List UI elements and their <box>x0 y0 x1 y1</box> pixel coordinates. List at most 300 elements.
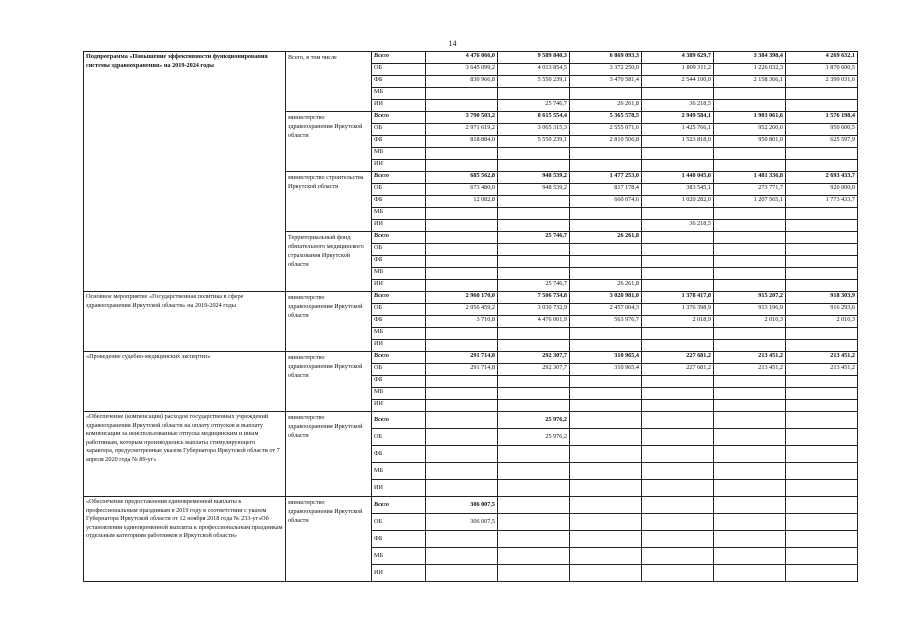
responsible-executor: министерство здравоохранения Иркутской области <box>286 412 372 497</box>
page-number: 14 <box>448 39 457 48</box>
funding-value <box>786 400 858 412</box>
funding-value: 25 746,7 <box>498 280 570 292</box>
funding-value: 227 681,2 <box>642 352 714 364</box>
funding-value: 25 976,2 <box>498 429 570 446</box>
measure-description: Подпрограмма «Повышение эффективности функционирования системы здравоохранения» на 2019-2024 годы <box>84 52 286 292</box>
funding-value <box>570 160 642 172</box>
funding-value: 2 971 619,2 <box>426 124 498 136</box>
funding-value: 2 693 433,7 <box>786 172 858 184</box>
funding-source: ФБ <box>372 446 426 463</box>
funding-source: Всего <box>372 352 426 364</box>
funding-value: 383 545,1 <box>642 184 714 196</box>
budget-table <box>83 51 858 582</box>
funding-value <box>426 463 498 480</box>
funding-value <box>498 446 570 463</box>
funding-value: 5 550 239,1 <box>498 76 570 88</box>
funding-source: ИИ <box>372 160 426 172</box>
funding-value: 1 903 061,6 <box>714 112 786 124</box>
funding-value: 2 158 366,1 <box>714 76 786 88</box>
funding-value: 817 178,4 <box>570 184 642 196</box>
funding-value <box>786 268 858 280</box>
funding-value <box>426 208 498 220</box>
funding-value: 6 869 093,3 <box>570 52 642 64</box>
funding-value <box>642 160 714 172</box>
funding-source: ОБ <box>372 304 426 316</box>
table-row <box>84 412 858 429</box>
funding-value: 4 389 629,7 <box>642 52 714 64</box>
funding-source: ОБ <box>372 429 426 446</box>
funding-value <box>498 565 570 582</box>
funding-source: Всего <box>372 412 426 429</box>
funding-value <box>426 388 498 400</box>
funding-value <box>570 514 642 531</box>
funding-value <box>642 388 714 400</box>
funding-value <box>498 388 570 400</box>
funding-value: 1 870 600,5 <box>786 64 858 76</box>
funding-value: 25 976,2 <box>498 412 570 429</box>
funding-value <box>498 376 570 388</box>
funding-value <box>786 256 858 268</box>
funding-value <box>498 480 570 497</box>
funding-source: ИИ <box>372 340 426 352</box>
funding-source: ОБ <box>372 124 426 136</box>
funding-value: 920 000,0 <box>786 184 858 196</box>
funding-value: 950 600,5 <box>786 124 858 136</box>
funding-value: 9 589 840,3 <box>498 52 570 64</box>
funding-value: 3 065 315,3 <box>498 124 570 136</box>
funding-source: ФБ <box>372 376 426 388</box>
funding-source: ФБ <box>372 256 426 268</box>
funding-value <box>642 376 714 388</box>
funding-value: 8 615 554,4 <box>498 112 570 124</box>
responsible-executor: министерство здравоохранения Иркутской области <box>286 292 372 352</box>
responsible-executor: Территориальный фонд обязательного медицинского страхования Иркутской области <box>286 232 372 292</box>
funding-value <box>786 160 858 172</box>
funding-value: 292 307,7 <box>498 352 570 364</box>
budget-table-body <box>84 52 858 582</box>
funding-value <box>498 208 570 220</box>
funding-value <box>642 244 714 256</box>
funding-value <box>426 280 498 292</box>
funding-source: Всего <box>372 232 426 244</box>
funding-value <box>714 388 786 400</box>
funding-value <box>642 232 714 244</box>
funding-value <box>642 256 714 268</box>
funding-value <box>786 232 858 244</box>
funding-value: 36 218,5 <box>642 220 714 232</box>
funding-value <box>570 388 642 400</box>
funding-value <box>642 497 714 514</box>
funding-value <box>498 220 570 232</box>
funding-value <box>786 208 858 220</box>
funding-value <box>426 160 498 172</box>
funding-value: 1 207 565,1 <box>714 196 786 208</box>
funding-value <box>570 328 642 340</box>
funding-value <box>642 480 714 497</box>
funding-source: МБ <box>372 328 426 340</box>
funding-value <box>642 548 714 565</box>
funding-value: 2 457 004,3 <box>570 304 642 316</box>
funding-value <box>642 514 714 531</box>
funding-value: 2 010,3 <box>714 316 786 328</box>
funding-value <box>570 446 642 463</box>
table-row <box>84 497 858 514</box>
funding-value: 26 261,8 <box>570 100 642 112</box>
funding-value: 950 801,0 <box>714 136 786 148</box>
funding-value <box>642 446 714 463</box>
funding-value: 2 949 584,1 <box>642 112 714 124</box>
funding-value: 913 196,9 <box>714 304 786 316</box>
funding-value <box>570 256 642 268</box>
funding-value: 310 965,4 <box>570 352 642 364</box>
funding-value: 1 477 253,0 <box>570 172 642 184</box>
funding-value <box>498 497 570 514</box>
funding-value: 2 956 459,2 <box>426 304 498 316</box>
funding-value <box>426 148 498 160</box>
funding-value <box>786 328 858 340</box>
funding-value <box>786 548 858 565</box>
funding-value: 292 307,7 <box>498 364 570 376</box>
funding-value <box>786 88 858 100</box>
funding-value <box>786 514 858 531</box>
funding-value <box>642 148 714 160</box>
funding-value <box>714 148 786 160</box>
responsible-executor: министерство строительства Иркутской области <box>286 172 372 232</box>
funding-value <box>714 340 786 352</box>
responsible-executor: Всего, в том числе <box>286 52 372 112</box>
funding-value: 916 293,6 <box>786 304 858 316</box>
funding-value: 1 440 045,6 <box>642 172 714 184</box>
funding-value <box>570 429 642 446</box>
funding-value: 2 555 071,6 <box>570 124 642 136</box>
funding-source: ИИ <box>372 565 426 582</box>
funding-value <box>714 463 786 480</box>
funding-value <box>786 446 858 463</box>
funding-value <box>786 100 858 112</box>
funding-source: ОБ <box>372 514 426 531</box>
funding-value <box>426 232 498 244</box>
funding-source: МБ <box>372 268 426 280</box>
funding-value <box>426 256 498 268</box>
measure-description: «Обеспечение (компенсация) расходов государственных учреждений здравоохранения Иркутской области на оплату отпусков и выплату компенсации за неиспользованные отпуска медицинским и иным работникам, которым производились выплаты стимулирующего характера, предусмотренные указом Губернатора Иркутской области от 7 апреля 2020 года № 89-уг» <box>84 412 286 497</box>
funding-value: 2 544 100,0 <box>642 76 714 88</box>
funding-value <box>786 244 858 256</box>
funding-value: 213 451,2 <box>714 352 786 364</box>
funding-value <box>714 268 786 280</box>
funding-source: ОБ <box>372 64 426 76</box>
funding-value <box>714 88 786 100</box>
funding-source: МБ <box>372 463 426 480</box>
funding-value <box>498 328 570 340</box>
table-row <box>84 292 858 304</box>
funding-value: 306 007,5 <box>426 497 498 514</box>
funding-value: 818 884,0 <box>426 136 498 148</box>
funding-value: 1 378 417,8 <box>642 292 714 304</box>
funding-value: 948 539,2 <box>498 184 570 196</box>
funding-value <box>498 148 570 160</box>
funding-value <box>498 463 570 480</box>
funding-value <box>714 497 786 514</box>
funding-value: 7 506 734,8 <box>498 292 570 304</box>
funding-value: 2 810 506,8 <box>570 136 642 148</box>
funding-source: Всего <box>372 172 426 184</box>
funding-value: 1 576 198,4 <box>786 112 858 124</box>
funding-value <box>498 160 570 172</box>
funding-value: 952 260,6 <box>714 124 786 136</box>
funding-value <box>498 514 570 531</box>
funding-value: 26 261,8 <box>570 280 642 292</box>
funding-value: 4 013 854,5 <box>498 64 570 76</box>
funding-value <box>714 400 786 412</box>
funding-value <box>426 565 498 582</box>
funding-source: ФБ <box>372 531 426 548</box>
funding-value <box>786 463 858 480</box>
funding-value <box>570 244 642 256</box>
funding-value <box>642 208 714 220</box>
funding-value: 310 965,4 <box>570 364 642 376</box>
table-row <box>84 352 858 364</box>
funding-source: ИИ <box>372 400 426 412</box>
funding-value <box>714 376 786 388</box>
funding-value <box>714 531 786 548</box>
funding-value: 660 074,6 <box>570 196 642 208</box>
funding-value <box>426 88 498 100</box>
measure-description: «Обеспечение предоставления единовременной выплаты к профессиональным праздникам в 2019 году в соответствии с указом Губернатора Иркутской области от 12 ноября 2018 года № 233-уг«Об установлении единовременной выплаты к профессиональным праздникам отдельным категориям работников в Иркутской области» <box>84 497 286 582</box>
funding-value: 3 710,8 <box>426 316 498 328</box>
funding-value <box>426 328 498 340</box>
funding-value: 291 714,8 <box>426 352 498 364</box>
funding-value: 1 425 766,1 <box>642 124 714 136</box>
funding-value <box>642 565 714 582</box>
funding-value <box>714 429 786 446</box>
funding-value <box>498 268 570 280</box>
measure-description: «Проведение судебно-медицинских экспертиз» <box>84 352 286 412</box>
funding-source: МБ <box>372 208 426 220</box>
funding-source: ОБ <box>372 184 426 196</box>
funding-value <box>570 208 642 220</box>
funding-value <box>498 400 570 412</box>
funding-value: 2 010,3 <box>786 316 858 328</box>
funding-source: ФБ <box>372 196 426 208</box>
funding-value <box>426 429 498 446</box>
funding-value <box>642 88 714 100</box>
funding-value: 948 539,2 <box>498 172 570 184</box>
funding-source: МБ <box>372 88 426 100</box>
funding-value <box>498 256 570 268</box>
funding-value <box>498 548 570 565</box>
funding-value <box>786 480 858 497</box>
funding-source: Всего <box>372 112 426 124</box>
funding-value <box>498 340 570 352</box>
funding-source: ФБ <box>372 136 426 148</box>
funding-value <box>714 256 786 268</box>
funding-value <box>714 412 786 429</box>
funding-value <box>426 446 498 463</box>
funding-value: 1 376 398,9 <box>642 304 714 316</box>
funding-value <box>714 548 786 565</box>
funding-value: 26 261,8 <box>570 232 642 244</box>
funding-value: 1 523 818,0 <box>642 136 714 148</box>
funding-value <box>570 376 642 388</box>
funding-value: 227 681,2 <box>642 364 714 376</box>
funding-source: ОБ <box>372 244 426 256</box>
funding-value <box>786 220 858 232</box>
funding-value: 291 714,8 <box>426 364 498 376</box>
funding-value <box>714 565 786 582</box>
funding-value <box>426 340 498 352</box>
funding-source: МБ <box>372 548 426 565</box>
funding-value: 685 562,8 <box>426 172 498 184</box>
funding-value <box>498 196 570 208</box>
funding-value <box>570 565 642 582</box>
responsible-executor: министерство здравоохранения Иркутской области <box>286 352 372 412</box>
funding-value <box>570 463 642 480</box>
funding-value <box>570 531 642 548</box>
funding-value <box>786 280 858 292</box>
funding-value <box>714 480 786 497</box>
funding-source: ОБ <box>372 364 426 376</box>
funding-value: 2 960 170,0 <box>426 292 498 304</box>
funding-value <box>786 388 858 400</box>
funding-value: 273 771,7 <box>714 184 786 196</box>
funding-value <box>570 497 642 514</box>
funding-value: 4 476 066,0 <box>426 52 498 64</box>
funding-value: 213 451,2 <box>786 352 858 364</box>
funding-value: 1 020 282,0 <box>642 196 714 208</box>
funding-value: 3 372 250,0 <box>570 64 642 76</box>
funding-value: 213 451,2 <box>786 364 858 376</box>
funding-value <box>714 208 786 220</box>
funding-value <box>426 268 498 280</box>
funding-source: ИИ <box>372 480 426 497</box>
funding-value: 563 976,7 <box>570 316 642 328</box>
funding-value <box>498 88 570 100</box>
funding-value <box>570 268 642 280</box>
funding-value <box>714 446 786 463</box>
funding-value <box>786 497 858 514</box>
funding-value: 1 481 336,8 <box>714 172 786 184</box>
funding-value <box>426 400 498 412</box>
funding-value <box>426 480 498 497</box>
funding-source: ИИ <box>372 100 426 112</box>
funding-value <box>714 514 786 531</box>
measure-description: Основное мероприятие «Государственная политика в сфере здравоохранения Иркутской области» на 2019-2024 годы <box>84 292 286 352</box>
funding-value <box>426 412 498 429</box>
funding-value: 36 218,5 <box>642 100 714 112</box>
funding-value <box>426 531 498 548</box>
funding-value <box>570 548 642 565</box>
funding-value <box>714 220 786 232</box>
funding-value <box>426 100 498 112</box>
funding-value: 5 550 239,1 <box>498 136 570 148</box>
responsible-executor: министерство здравоохранения Иркутской области <box>286 112 372 172</box>
funding-value <box>786 531 858 548</box>
funding-value: 2 018,9 <box>642 316 714 328</box>
funding-value <box>426 376 498 388</box>
funding-value <box>642 412 714 429</box>
funding-value <box>642 400 714 412</box>
funding-value: 3 790 503,2 <box>426 112 498 124</box>
funding-value <box>786 565 858 582</box>
funding-value <box>786 148 858 160</box>
funding-value: 918 303,9 <box>786 292 858 304</box>
funding-value: 213 451,2 <box>714 364 786 376</box>
funding-value <box>426 548 498 565</box>
funding-value <box>714 244 786 256</box>
funding-value <box>498 244 570 256</box>
funding-value <box>570 480 642 497</box>
funding-value <box>714 232 786 244</box>
funding-value <box>570 88 642 100</box>
funding-source: ФБ <box>372 76 426 88</box>
funding-value <box>786 429 858 446</box>
funding-value: 3 384 398,4 <box>714 52 786 64</box>
funding-value: 673 480,0 <box>426 184 498 196</box>
funding-value <box>426 244 498 256</box>
funding-value: 3 030 732,9 <box>498 304 570 316</box>
funding-value <box>570 340 642 352</box>
funding-source: МБ <box>372 148 426 160</box>
funding-source: ИИ <box>372 220 426 232</box>
funding-value: 4 476 001,9 <box>498 316 570 328</box>
funding-value <box>642 268 714 280</box>
funding-value <box>426 220 498 232</box>
responsible-executor: министерство здравоохранения Иркутской области <box>286 497 372 582</box>
funding-source: МБ <box>372 388 426 400</box>
funding-value <box>714 160 786 172</box>
funding-value <box>570 220 642 232</box>
table-row <box>84 52 858 64</box>
funding-value <box>642 328 714 340</box>
funding-source: Всего <box>372 52 426 64</box>
funding-value: 2 399 031,6 <box>786 76 858 88</box>
funding-value: 3 645 099,2 <box>426 64 498 76</box>
funding-value: 3 020 981,0 <box>570 292 642 304</box>
funding-value: 1 809 311,2 <box>642 64 714 76</box>
funding-value: 1 773 433,7 <box>786 196 858 208</box>
funding-value <box>714 100 786 112</box>
funding-value <box>786 376 858 388</box>
funding-value <box>642 429 714 446</box>
funding-value <box>714 328 786 340</box>
funding-value: 5 365 578,5 <box>570 112 642 124</box>
funding-value: 4 269 632,1 <box>786 52 858 64</box>
funding-value <box>642 340 714 352</box>
funding-source: ФБ <box>372 316 426 328</box>
funding-value: 25 746,7 <box>498 232 570 244</box>
funding-value <box>714 280 786 292</box>
funding-source: ИИ <box>372 280 426 292</box>
funding-value: 625 597,9 <box>786 136 858 148</box>
funding-value: 1 226 032,3 <box>714 64 786 76</box>
funding-value <box>642 463 714 480</box>
funding-value <box>642 280 714 292</box>
funding-source: Всего <box>372 497 426 514</box>
funding-value: 830 966,8 <box>426 76 498 88</box>
funding-value: 306 007,5 <box>426 514 498 531</box>
funding-value <box>786 340 858 352</box>
funding-value <box>498 531 570 548</box>
funding-value <box>570 400 642 412</box>
funding-value <box>642 531 714 548</box>
funding-value: 12 082,8 <box>426 196 498 208</box>
funding-source: Всего <box>372 292 426 304</box>
funding-value <box>786 412 858 429</box>
funding-value <box>570 412 642 429</box>
funding-value: 3 470 581,4 <box>570 76 642 88</box>
funding-value <box>570 148 642 160</box>
funding-value: 915 207,2 <box>714 292 786 304</box>
